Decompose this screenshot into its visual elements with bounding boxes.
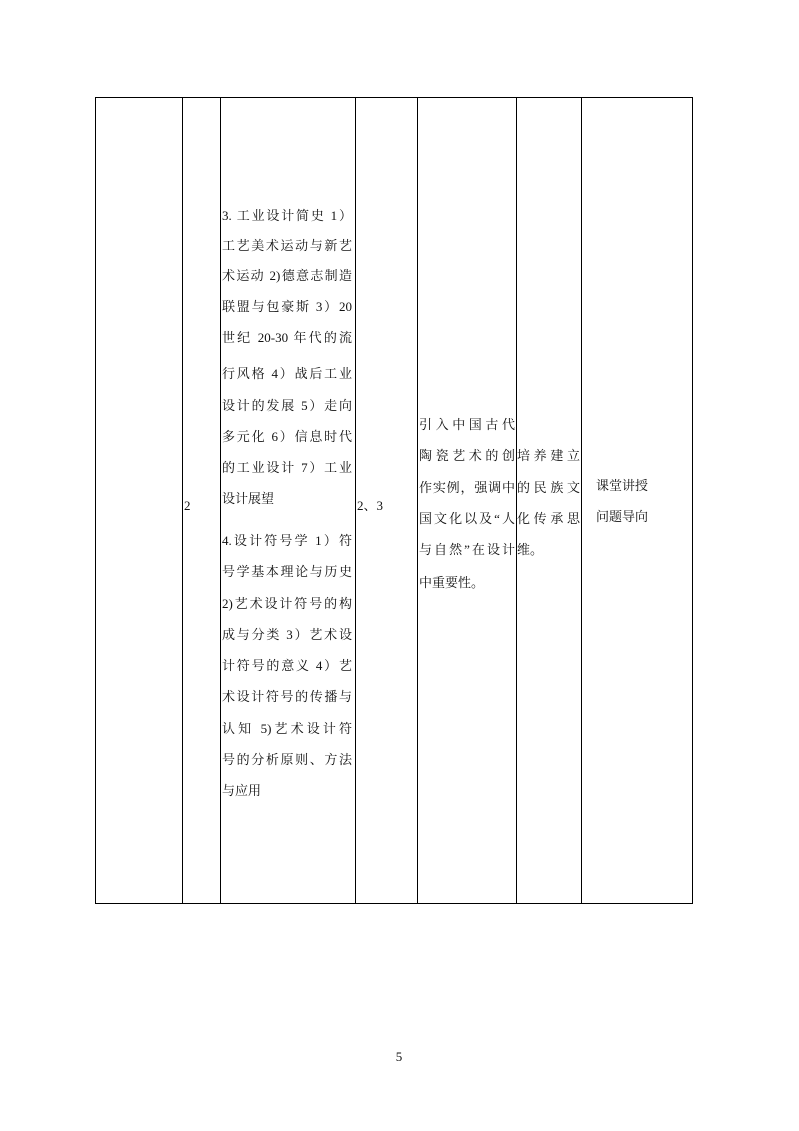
page-number: 5 bbox=[395, 1049, 403, 1064]
table-cell-1 bbox=[96, 97, 182, 904]
content-line: 2)艺术设计符号的构 bbox=[222, 596, 352, 611]
content-line: 联盟与包豪斯 3）20 bbox=[222, 299, 352, 314]
content-line: 的工业设计 7）工业 bbox=[222, 460, 352, 475]
cell-text: 2、3 bbox=[357, 498, 384, 513]
content-line: 培养建立 bbox=[517, 448, 580, 463]
content-line: 3. 工业设计简史 1） bbox=[222, 208, 352, 223]
content-line: 术运动 2)德意志制造 bbox=[222, 268, 352, 283]
content-line: 中重要性。 bbox=[419, 575, 485, 590]
table-cell-5 bbox=[418, 97, 516, 904]
table-cell-6 bbox=[517, 97, 581, 904]
table-cell-7 bbox=[582, 97, 693, 904]
content-line: 4.设计符号学 1）符 bbox=[222, 533, 352, 548]
content-line: 行风格 4）战后工业 bbox=[222, 366, 352, 381]
content-line: 号学基本理论与历史 bbox=[222, 564, 352, 579]
content-line: 设计展望 bbox=[222, 491, 275, 506]
content-line: 作实例，强调中 bbox=[419, 480, 515, 495]
table-cell-3 bbox=[221, 97, 355, 904]
content-line: 计符号的意义 4）艺 bbox=[222, 658, 352, 673]
content-line: 维。 bbox=[517, 542, 544, 557]
content-line: 与应用 bbox=[222, 783, 262, 798]
content-line: 号的分析原则、方法 bbox=[222, 752, 352, 767]
content-line: 课堂讲授 bbox=[596, 478, 649, 493]
content-line: 陶瓷艺术的创 bbox=[419, 448, 515, 463]
content-line: 设计的发展 5）走向 bbox=[222, 398, 352, 413]
content-line: 多元化 6）信息时代 bbox=[222, 429, 352, 444]
content-line: 国文化以及“人 bbox=[419, 511, 515, 526]
content-line: 成与分类 3）艺术设 bbox=[222, 627, 352, 642]
content-line: 与自然”在设计 bbox=[419, 542, 515, 557]
content-line: 术设计符号的传播与 bbox=[222, 689, 352, 704]
table-cell-2 bbox=[183, 97, 220, 904]
content-line: 问题导向 bbox=[596, 509, 649, 524]
content-line: 化传承思 bbox=[517, 511, 580, 526]
content-line: 引入中国古代 bbox=[419, 417, 515, 432]
content-line: 世纪 20-30 年代的流 bbox=[222, 330, 352, 345]
cell-text: 2 bbox=[184, 498, 191, 513]
content-line: 认知 5)艺术设计符 bbox=[222, 721, 352, 736]
table-cell-4 bbox=[356, 97, 417, 904]
content-line: 工艺美术运动与新艺 bbox=[222, 238, 352, 253]
content-line: 的民族文 bbox=[517, 480, 580, 495]
